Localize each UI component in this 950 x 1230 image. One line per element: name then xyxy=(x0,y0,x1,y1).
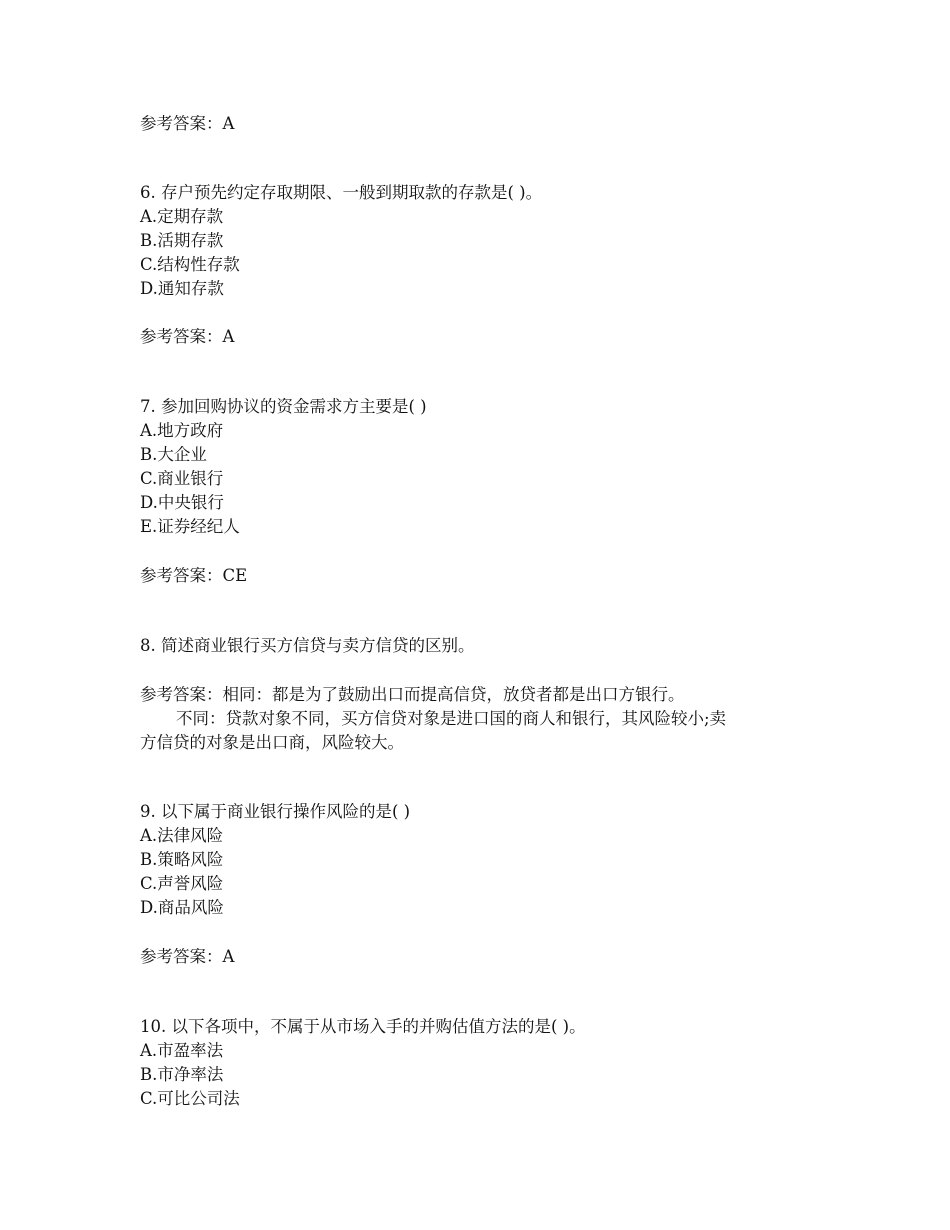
q9-option-b: B.策略风险 xyxy=(140,850,224,869)
q9-answer: 参考答案：A xyxy=(140,947,235,966)
q6-option-a: A.定期存款 xyxy=(140,207,224,226)
q6-option-d: D.通知存款 xyxy=(140,279,224,298)
q10-option-b: B.市净率法 xyxy=(140,1065,224,1084)
q8-answer-line3: 方信贷的对象是出口商，风险较大。 xyxy=(140,733,404,752)
q7-option-c: C.商业银行 xyxy=(140,469,224,488)
q8-question: 8. 简述商业银行买方信贷与卖方信贷的区别。 xyxy=(140,636,475,655)
q7-answer: 参考答案：CE xyxy=(140,566,248,585)
q7-option-e: E.证券经纪人 xyxy=(140,517,240,536)
q9-question: 9. 以下属于商业银行操作风险的是( ) xyxy=(140,802,411,821)
q6-answer: 参考答案：A xyxy=(140,327,235,346)
q7-question: 7. 参加回购协议的资金需求方主要是( ) xyxy=(140,397,427,416)
q10-option-a: A.市盈率法 xyxy=(140,1041,224,1060)
q9-option-d: D.商品风险 xyxy=(140,898,224,917)
q8-answer-line1: 参考答案：相同：都是为了鼓励出口而提高信贷，放贷者都是出口方银行。 xyxy=(140,685,685,704)
q6-option-c: C.结构性存款 xyxy=(140,255,240,274)
q10-question: 10. 以下各项中，不属于从市场入手的并购估值方法的是( )。 xyxy=(140,1017,586,1036)
q9-option-a: A.法律风险 xyxy=(140,826,224,845)
q6-question: 6. 存户预先约定存取期限、一般到期取款的存款是( )。 xyxy=(140,183,543,202)
q5-answer: 参考答案：A xyxy=(140,114,235,133)
q7-option-b: B.大企业 xyxy=(140,445,207,464)
q6-option-b: B.活期存款 xyxy=(140,231,224,250)
q10-option-c: C.可比公司法 xyxy=(140,1089,240,1108)
q8-answer-line2: 不同：贷款对象不同，买方信贷对象是进口国的商人和银行，其风险较小;卖 xyxy=(176,709,727,728)
q7-option-a: A.地方政府 xyxy=(140,421,224,440)
q7-option-d: D.中央银行 xyxy=(140,493,224,512)
q9-option-c: C.声誉风险 xyxy=(140,874,224,893)
